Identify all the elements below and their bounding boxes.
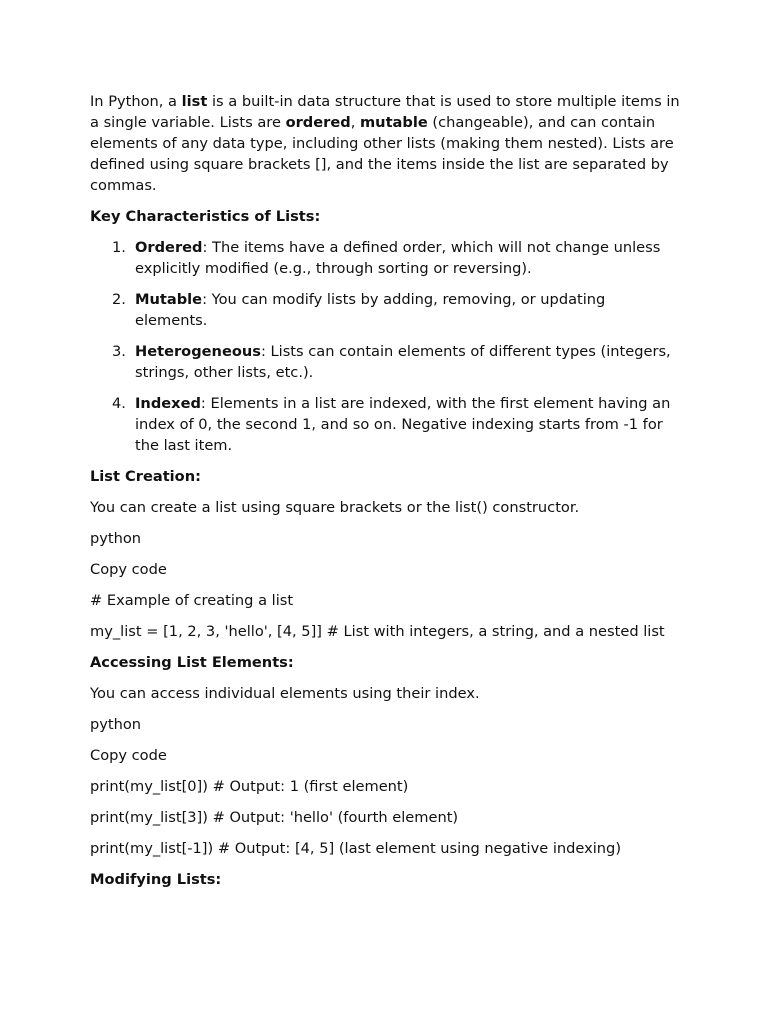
intro-paragraph xyxy=(90,91,682,196)
list-creation-heading-text: List Creation: xyxy=(90,468,201,485)
document-page xyxy=(90,91,682,900)
accessing-text: You can access individual elements using their index. xyxy=(90,685,480,702)
code-line: print(my_list[-1]) # Output: [4, 5] (last element using negative indexing) xyxy=(90,840,622,857)
list-item-term: Heterogeneous xyxy=(135,343,261,360)
intro-bold-ordered: ordered xyxy=(285,114,351,131)
list-item-description: : Lists can contain elements of different types (integers, strings, other lists, etc.). xyxy=(135,343,671,381)
code-line: print(my_list[3]) # Output: 'hello' (fourth element) xyxy=(90,809,459,826)
list-item-description: : Elements in a list are indexed, with the first element having an index of 0, the second 1, and so on. Negative indexing starts from -1 for the last item. xyxy=(135,395,671,454)
key-characteristics-heading-text: Key Characteristics of Lists: xyxy=(90,208,321,225)
characteristics-list xyxy=(90,237,682,456)
intro-text: In Python, a xyxy=(90,93,182,110)
intro-bold-mutable: mutable xyxy=(359,114,428,131)
modifying-heading-text: Modifying Lists: xyxy=(90,871,222,888)
intro-text: , xyxy=(350,114,360,131)
accessing-heading xyxy=(90,652,682,673)
copy-code-label: Copy code xyxy=(90,747,167,764)
intro-text: (changeable), and can contain elements of any data type, including other lists (making them nested). Lists are defined using square brackets [], and the items inside the list are separated by commas. xyxy=(90,114,674,194)
list-item-number: 3. xyxy=(112,343,126,360)
list-item-term: Ordered xyxy=(135,239,203,256)
copy-code-label: Copy code xyxy=(90,561,167,578)
list-item-number: 1. xyxy=(112,239,126,256)
list-item-term: Indexed xyxy=(135,395,201,412)
code-language-label: python xyxy=(90,530,142,547)
list-item-term: Mutable xyxy=(135,291,203,308)
list-item-description: : The items have a defined order, which will not change unless explicitly modified (e.g., through sorting or reversing). xyxy=(135,239,661,277)
code-line: print(my_list[0]) # Output: 1 (first element) xyxy=(90,778,409,795)
list-item-description: : You can modify lists by adding, removing, or updating elements. xyxy=(135,291,606,329)
list-item xyxy=(90,341,682,383)
code-line: my_list = [1, 2, 3, 'hello', [4, 5]] # List with integers, a string, and a nested list xyxy=(90,623,665,640)
intro-text: is a built-in data structure that is used to store multiple items in a single variable. Lists are xyxy=(90,93,680,131)
list-creation-text: You can create a list using square brackets or the list() constructor. xyxy=(90,499,580,516)
code-language-label: python xyxy=(90,716,142,733)
list-item-number: 2. xyxy=(112,291,126,308)
list-item xyxy=(90,393,682,456)
modifying-heading xyxy=(90,869,682,890)
intro-bold-list: list xyxy=(181,93,208,110)
list-item xyxy=(90,289,682,331)
accessing-heading-text: Accessing List Elements: xyxy=(90,654,294,671)
list-item-number: 4. xyxy=(112,395,126,412)
code-line: # Example of creating a list xyxy=(90,592,294,609)
key-characteristics-heading xyxy=(90,206,682,227)
list-item xyxy=(90,237,682,279)
list-creation-heading xyxy=(90,466,682,487)
